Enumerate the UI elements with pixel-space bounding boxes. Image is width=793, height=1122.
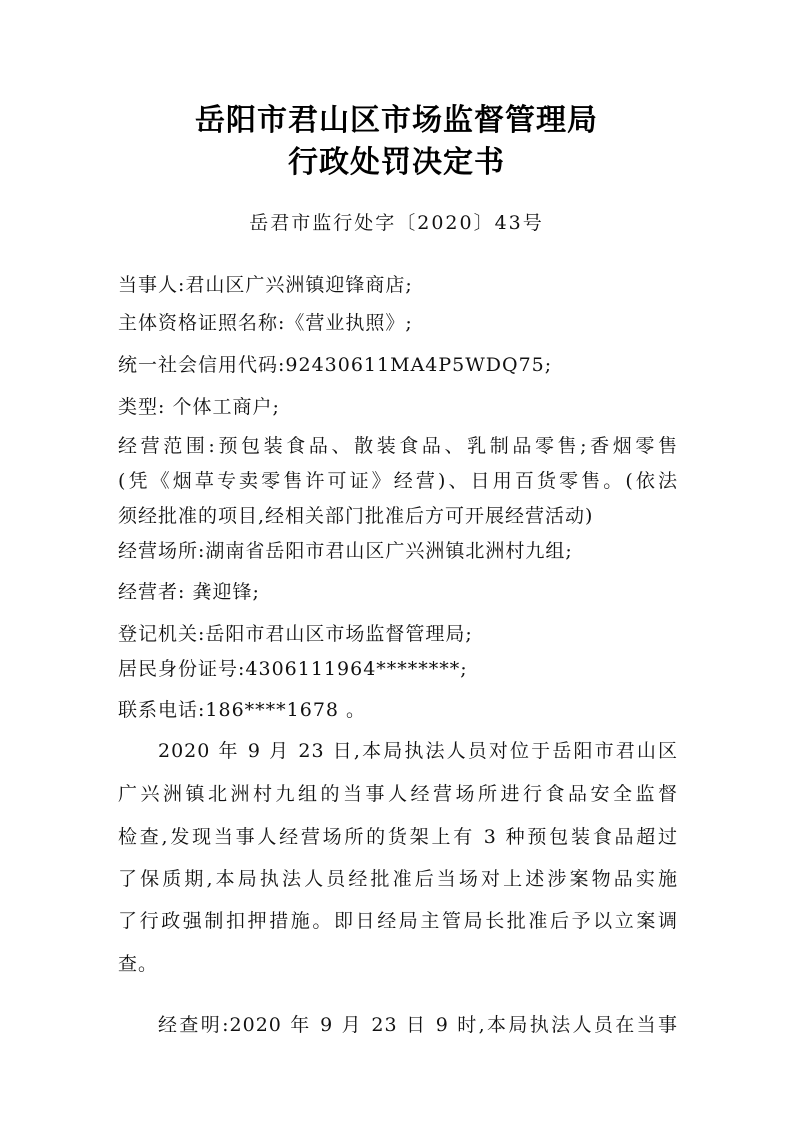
credit-code: 统一社会信用代码:92430611MA4P5WDQ75; bbox=[118, 354, 553, 376]
body-paragraph1-line2: 广兴洲镇北洲村九组的当事人经营场所进行食品安全监督 bbox=[118, 783, 678, 805]
business-scope-line1: 经营范围:预包装食品、散装食品、乳制品零售;香烟零售 bbox=[118, 435, 678, 457]
business-premises: 经营场所:湖南省岳阳市君山区广兴洲镇北洲村九组; bbox=[118, 540, 573, 562]
body-paragraph1-line4: 了保质期,本局执法人员经批准后当场对上述涉案物品实施 bbox=[118, 868, 678, 890]
license-name: 主体资格证照名称:《营业执照》; bbox=[118, 312, 413, 334]
contact-phone: 联系电话:186****1678 。 bbox=[118, 699, 367, 721]
body-paragraph1-line3: 检查,发现当事人经营场所的货架上有 3 种预包装食品超过 bbox=[118, 826, 678, 848]
body-paragraph2-line1: 经查明:2020 年 9 月 23 日 9 时,本局执法人员在当事 bbox=[158, 1014, 678, 1036]
business-scope-line2: (凭《烟草专卖零售许可证》经营)、日用百货零售。(依法 bbox=[118, 470, 678, 492]
document-number: 岳君市监行处字〔2020〕43号 bbox=[249, 212, 544, 234]
body-paragraph1-line5: 了行政强制扣押措施。即日经局主管局长批准后予以立案调 bbox=[118, 910, 678, 932]
document-title-line1: 岳阳市君山区市场监督管理局 bbox=[195, 103, 598, 138]
business-type: 类型: 个体工商户; bbox=[118, 396, 280, 418]
document-title-line2: 行政处罚决定书 bbox=[288, 145, 505, 180]
registration-authority: 登记机关:岳阳市君山区市场监督管理局; bbox=[118, 623, 473, 645]
body-paragraph1-line1: 2020 年 9 月 23 日,本局执法人员对位于岳阳市君山区 bbox=[158, 740, 678, 762]
operator-name: 经营者: 龚迎锋; bbox=[118, 581, 260, 603]
business-scope-line3: 须经批准的项目,经相关部门批准后方可开展经营活动) bbox=[118, 505, 594, 527]
party-name: 当事人:君山区广兴洲镇迎锋商店; bbox=[118, 274, 413, 296]
id-number: 居民身份证号:4306111964********; bbox=[118, 658, 468, 680]
body-paragraph1-line6: 查。 bbox=[118, 953, 159, 975]
